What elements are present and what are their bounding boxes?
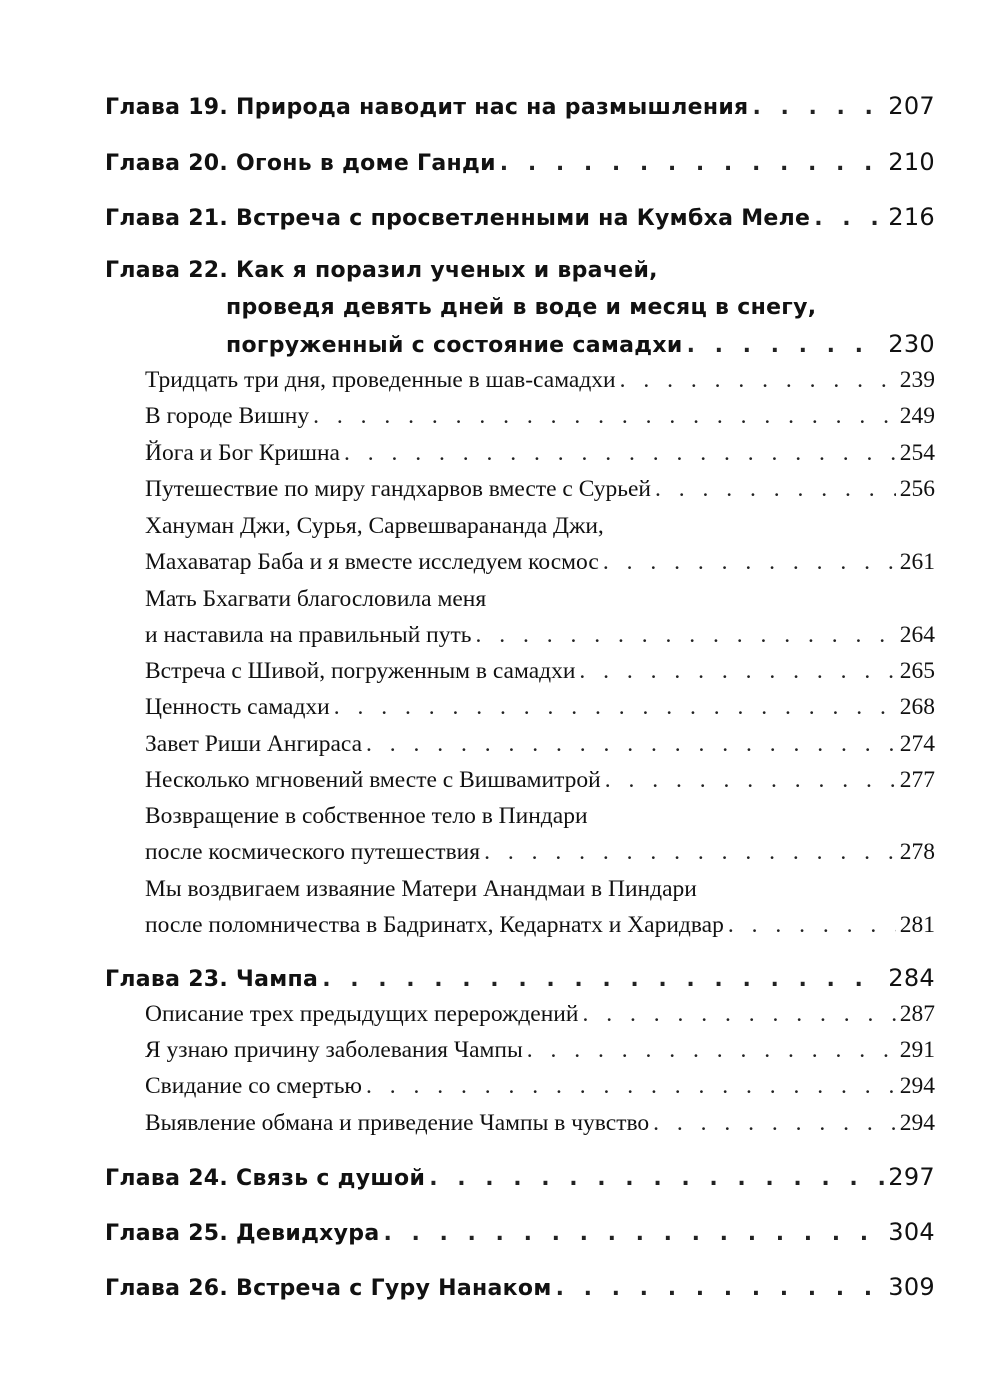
toc-section[interactable] (145, 694, 935, 721)
toc-entry-title: Глава 25. Девидхура (105, 1221, 380, 1246)
dot-leader (579, 658, 895, 685)
toc-entry-chapter-19[interactable] (105, 92, 935, 120)
dot-leader (366, 731, 896, 758)
toc-entry-page: 230 (888, 330, 935, 358)
toc-entry-chapter-22-line-2[interactable] (226, 295, 935, 320)
toc-section[interactable] (145, 1073, 935, 1100)
toc-section-title-continued: после поломничества в Бадринатх, Кедарнатх и Харидвар (145, 912, 724, 938)
toc-section-page: 277 (899, 767, 935, 793)
toc-entry-chapter-22-line-3[interactable] (226, 330, 935, 358)
toc-entry-chapter-24[interactable] (105, 1163, 935, 1191)
toc-section-title: Встреча с Шивой, погруженным в самадхи (145, 658, 576, 684)
toc-section[interactable] (145, 1001, 935, 1028)
toc-section-page: 254 (899, 440, 935, 466)
toc-section-title: Завет Риши Ангираса (145, 731, 363, 757)
toc-section-line-1[interactable] (145, 803, 935, 830)
toc-section[interactable] (145, 1037, 935, 1064)
toc-section-page: 265 (899, 658, 935, 684)
toc-section-title: Хануман Джи, Сурья, Сарвешварананда Джи, (145, 513, 604, 539)
toc-entry-page: 210 (888, 148, 935, 176)
toc-section-page: 294 (899, 1110, 935, 1136)
toc-section-line-1[interactable] (145, 513, 935, 540)
dot-leader (484, 839, 896, 866)
toc-section[interactable] (145, 731, 935, 758)
toc-section-title: Я узнаю причину заболевания Чампы (145, 1037, 523, 1063)
dot-leader (475, 622, 895, 649)
dot-leader (313, 403, 896, 430)
dot-leader (429, 1166, 884, 1191)
toc-section-line-2[interactable] (145, 549, 935, 576)
toc-section[interactable] (145, 767, 935, 794)
toc-section-page: 264 (899, 622, 935, 648)
toc-entry-page: 216 (888, 203, 935, 231)
toc-section-title-continued: Махаватар Баба и я вместе исследуем космос (145, 549, 599, 575)
toc-section-page: 278 (899, 839, 935, 865)
toc-section-page: 249 (899, 403, 935, 429)
toc-section-page: 239 (899, 367, 935, 393)
toc-section-title: Ценность самадхи (145, 694, 330, 720)
toc-entry-chapter-22-line-1[interactable] (105, 258, 935, 283)
toc-section[interactable] (145, 403, 935, 430)
dot-leader (814, 206, 884, 231)
toc-entry-chapter-20[interactable] (105, 148, 935, 176)
toc-section[interactable] (145, 658, 935, 685)
toc-section-title: Описание трех предыдущих перерождений (145, 1001, 579, 1027)
toc-section-page: 268 (899, 694, 935, 720)
toc-section-title: Свидание со смертью (145, 1073, 362, 1099)
toc-section-page: 294 (899, 1073, 935, 1099)
dot-leader (752, 95, 884, 120)
dot-leader (620, 367, 896, 394)
dot-leader (687, 333, 885, 358)
toc-entry-chapter-26[interactable] (105, 1273, 935, 1301)
toc-entry-page: 284 (888, 964, 935, 992)
toc-entry-page: 207 (888, 92, 935, 120)
toc-section-line-1[interactable] (145, 876, 935, 903)
toc-section-page: 274 (899, 731, 935, 757)
toc-section[interactable] (145, 476, 935, 503)
dot-leader (322, 967, 884, 992)
toc-section-title: Возвращение в собственное тело в Пиндари (145, 803, 588, 829)
toc-section-title: Мать Бхагвати благословила меня (145, 586, 487, 612)
toc-section-title: Тридцать три дня, проведенные в шав-самадхи (145, 367, 616, 393)
toc-section[interactable] (145, 1110, 935, 1137)
dot-leader (366, 1073, 896, 1100)
toc-entry-page: 309 (888, 1273, 935, 1301)
dot-leader (582, 1001, 895, 1028)
toc-entry-title: Глава 24. Связь с душой (105, 1166, 426, 1191)
toc-entry-title: Глава 20. Огонь в доме Ганди (105, 151, 496, 176)
dot-leader (383, 1221, 884, 1246)
toc-entry-chapter-25[interactable] (105, 1218, 935, 1246)
toc-entry-title: Глава 23. Чампа (105, 967, 319, 992)
toc-section-line-2[interactable] (145, 912, 935, 939)
toc-entry-title: Глава 21. Встреча с просветленными на Кумбха Меле (105, 206, 811, 231)
toc-section-title: Путешествие по миру гандхарвов вместе с Сурьей (145, 476, 652, 502)
toc-section-title-continued: и наставила на правильный путь (145, 622, 472, 648)
dot-leader (603, 549, 896, 576)
toc-entry-chapter-21[interactable] (105, 203, 935, 231)
toc-section-page: 287 (899, 1001, 935, 1027)
toc-entry-title: Глава 19. Природа наводит нас на размышления (105, 95, 749, 120)
dot-leader (500, 151, 884, 176)
toc-section-line-2[interactable] (145, 622, 935, 649)
dot-leader (334, 694, 896, 721)
toc-section-title: Несколько мгновений вместе с Вишвамитрой (145, 767, 601, 793)
toc-section-title: Йога и Бог Кришна (145, 440, 340, 466)
toc-section-page: 261 (899, 549, 935, 575)
toc-section-title: Мы воздвигаем изваяние Матери Анандмаи в Пиндари (145, 876, 697, 902)
toc-entry-page: 297 (888, 1163, 935, 1191)
toc-entry-chapter-23[interactable] (105, 964, 935, 992)
toc-section-line-2[interactable] (145, 839, 935, 866)
toc-section-title-continued: после космического путешествия (145, 839, 481, 865)
toc-section-page: 281 (899, 912, 935, 938)
toc-section-line-1[interactable] (145, 586, 935, 613)
toc-entry-title: Глава 26. Встреча с Гуру Нанаком (105, 1276, 552, 1301)
dot-leader (728, 912, 896, 939)
toc-entry-title-continued: проведя девять дней в воде и месяц в снегу, (226, 295, 817, 320)
toc-section-page: 291 (899, 1037, 935, 1063)
toc-entry-title-continued: погруженный с состояние самадхи (226, 333, 683, 358)
toc-section[interactable] (145, 367, 935, 394)
dot-leader (527, 1037, 896, 1064)
dot-leader (653, 1110, 896, 1137)
dot-leader (655, 476, 896, 503)
toc-entry-title: Глава 22. Как я поразил ученых и врачей, (105, 258, 658, 283)
toc-section-title: В городе Вишну (145, 403, 310, 429)
toc-section[interactable] (145, 440, 935, 467)
toc-section-title: Выявление обмана и приведение Чампы в чувство (145, 1110, 650, 1136)
toc-entry-page: 304 (888, 1218, 935, 1246)
dot-leader (344, 440, 896, 467)
dot-leader (556, 1276, 885, 1301)
dot-leader (605, 767, 896, 794)
toc-section-page: 256 (899, 476, 935, 502)
